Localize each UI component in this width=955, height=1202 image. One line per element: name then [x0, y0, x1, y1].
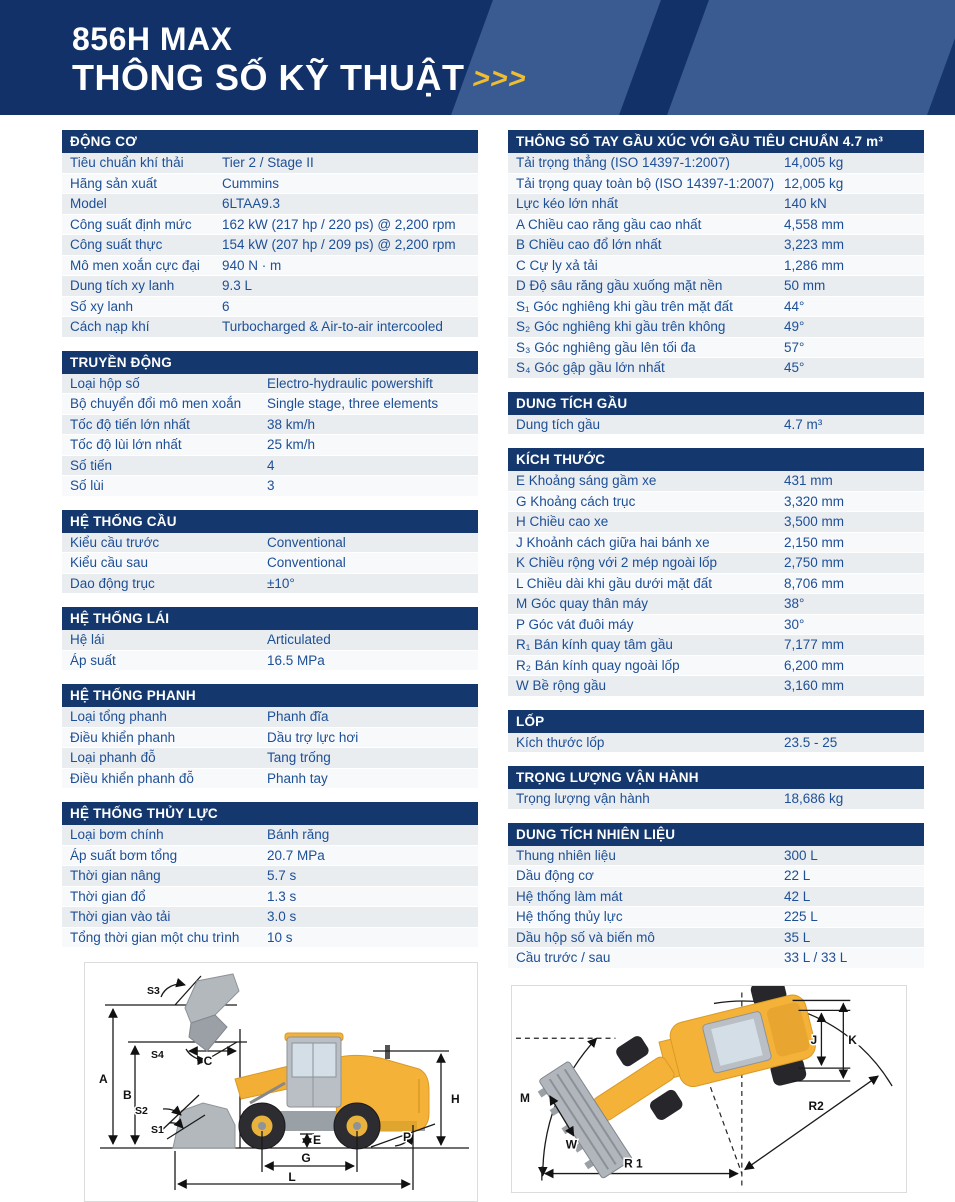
spec-label: A Chiều cao răng gầu cao nhất [516, 216, 702, 232]
dim-label-s1: S1 [151, 1124, 164, 1136]
table-row [62, 574, 478, 595]
table-row [508, 676, 924, 697]
spec-value: 23.5 - 25 [784, 734, 838, 750]
table-row [508, 574, 924, 595]
spec-value: Conventional [267, 534, 346, 550]
spec-label: Kiểu cầu trước [70, 534, 160, 550]
spec-value: 16.5 MPa [267, 652, 325, 668]
spec-label: D Độ sâu răng gầu xuống mặt nền [516, 278, 723, 293]
spec-label: K Chiều rộng với 2 mép ngoài lốp [516, 555, 717, 570]
spec-value: 431 mm [784, 473, 833, 488]
table-row [508, 907, 924, 928]
spec-value: 57° [784, 339, 805, 355]
spec-value: 6 [222, 298, 230, 314]
spec-value: 3,500 mm [784, 514, 845, 529]
spec-value: 3 [267, 478, 275, 493]
table-row [62, 533, 478, 554]
spec-label: G Khoảng cách trục [516, 493, 636, 509]
table-row [508, 948, 924, 969]
spec-section-truyen-dong [62, 351, 478, 497]
spec-label: Số tiến [70, 457, 113, 473]
spec-label: Cầu trước / sau [516, 950, 611, 965]
spec-label: Tốc độ tiến lớn nhất [70, 416, 190, 432]
dim-label-s3: S3 [147, 985, 160, 997]
spec-value: 18,686 kg [784, 791, 844, 806]
table-row [62, 256, 478, 277]
spec-value: 3,160 mm [784, 678, 845, 693]
spec-value: 6,200 mm [784, 657, 845, 673]
dim-label-a: A [99, 1072, 108, 1086]
table-row [62, 728, 478, 749]
spec-label: Tổng thời gian một chu trình [70, 929, 240, 945]
spec-label: P Góc vát đuôi máy [516, 616, 634, 632]
spec-value: Bánh răng [267, 827, 330, 842]
spec-value: 1,286 mm [784, 257, 845, 273]
table-row [62, 707, 478, 728]
page-title-text: THÔNG SỐ KỸ THUẬT [72, 56, 465, 98]
table-row [508, 276, 924, 297]
spec-label: L Chiều dài khi gầu dưới mặt đất [516, 575, 713, 591]
diagram-top-view [511, 985, 907, 1193]
table-row [508, 492, 924, 513]
spec-label: Thời gian vào tải [70, 909, 171, 924]
dim-label-g: G [301, 1151, 311, 1165]
chevron-arrows-icon: >>> [469, 62, 530, 95]
table-row [62, 456, 478, 477]
table-row [62, 374, 478, 395]
spec-value: 30° [784, 616, 805, 632]
spec-label: Dao động trục [70, 575, 155, 591]
spec-value: 38° [784, 596, 805, 611]
table-row [62, 235, 478, 256]
spec-label: B Chiều cao đổ lớn nhất [516, 237, 662, 252]
spec-section-kich-thuoc [508, 448, 924, 697]
spec-label: Lực kéo lớn nhất [516, 196, 618, 211]
spec-label: Bộ chuyển đổi mô men xoắn [70, 396, 242, 411]
loader-top-front-illustration [533, 1034, 685, 1183]
spec-value: 9.3 L [222, 278, 253, 293]
spec-value: Articulated [267, 632, 331, 647]
table-row [62, 153, 478, 174]
dim-label-m: M [519, 1090, 530, 1105]
spec-value: 49° [784, 319, 805, 334]
section-header: HỆ THỐNG LÁI [62, 607, 478, 630]
spec-label: Loại bơm chính [70, 827, 164, 842]
table-row [62, 476, 478, 497]
spec-label: Điều khiển phanh đỗ [70, 770, 194, 786]
table-row [62, 825, 478, 846]
section-header: THÔNG SỐ TAY GẦU XÚC VỚI GẦU TIÊU CHUẨN 4.7 m³ [508, 130, 924, 153]
table-row [508, 635, 924, 656]
spec-value: 3,223 mm [784, 237, 845, 252]
spec-label: Hệ lái [70, 632, 105, 647]
spec-label: M Góc quay thân máy [516, 596, 649, 611]
table-row [62, 907, 478, 928]
spec-value: 42 L [784, 888, 811, 904]
spec-value: 4,558 mm [784, 216, 845, 232]
spec-value: 38 km/h [267, 416, 316, 432]
spec-column-right [508, 130, 924, 969]
loader-top-rear-illustration [651, 986, 823, 1112]
table-row [508, 846, 924, 867]
dim-label-s4: S4 [151, 1049, 164, 1061]
spec-label: Loại phanh đỗ [70, 750, 156, 765]
spec-label: Thung nhiên liệu [516, 847, 616, 863]
spec-value: Single stage, three elements [267, 396, 439, 411]
table-row [508, 553, 924, 574]
spec-value: 2,150 mm [784, 534, 845, 550]
table-row [62, 174, 478, 195]
table-row [62, 435, 478, 456]
spec-value: 2,750 mm [784, 555, 845, 570]
dim-label-k: K [848, 1033, 857, 1048]
spec-section-lop [508, 710, 924, 754]
spec-label: Số xy lanh [70, 298, 134, 314]
spec-section-thong-so-tay-gau [508, 130, 924, 379]
spec-label: Trọng lượng vận hành [516, 791, 650, 806]
section-header: LỐP [508, 710, 924, 733]
spec-label: Model [70, 196, 107, 211]
spec-value: Tang trống [267, 750, 331, 765]
table-row [508, 928, 924, 949]
spec-label: Công suất thực [70, 237, 163, 252]
section-header: KÍCH THƯỚC [508, 448, 924, 471]
spec-label: Cách nạp khí [70, 319, 150, 334]
dim-label-b: B [123, 1088, 132, 1102]
table-row [508, 338, 924, 359]
table-row [62, 553, 478, 574]
spec-section-he-thong-phanh [62, 684, 478, 789]
spec-value: 225 L [784, 909, 818, 924]
dim-label-s2: S2 [135, 1105, 148, 1117]
spec-value: Conventional [267, 555, 346, 570]
spec-value: 8,706 mm [784, 575, 845, 591]
page-header [0, 0, 955, 115]
spec-value: 1.3 s [267, 888, 297, 904]
table-row [62, 651, 478, 672]
spec-value: Tier 2 / Stage II [222, 155, 314, 170]
spec-value: 14,005 kg [784, 155, 844, 170]
spec-value: Electro-hydraulic powershift [267, 375, 433, 391]
spec-label: Mô men xoắn cực đại [70, 257, 200, 273]
table-row [508, 174, 924, 195]
section-header: TRUYỀN ĐỘNG [62, 351, 478, 374]
table-row [508, 615, 924, 636]
spec-label: J Khoảnh cách giữa hai bánh xe [516, 534, 710, 550]
table-row [62, 887, 478, 908]
section-header: DUNG TÍCH GẦU [508, 392, 924, 415]
spec-value: ±10° [267, 575, 295, 591]
spec-label: Tải trọng thẳng (ISO 14397-1:2007) [516, 155, 730, 170]
table-row [508, 594, 924, 615]
section-header: DUNG TÍCH NHIÊN LIỆU [508, 823, 924, 846]
spec-label: Hệ thống thủy lực [516, 909, 623, 924]
page-title [72, 56, 530, 98]
table-row [508, 235, 924, 256]
banner-stripe [667, 0, 955, 115]
dim-label-p: P [403, 1130, 412, 1144]
dim-label-j: J [810, 1033, 818, 1048]
table-row [508, 533, 924, 554]
dim-label-h: H [451, 1092, 460, 1106]
spec-value: 3,320 mm [784, 493, 845, 509]
table-row [508, 887, 924, 908]
spec-section-he-thong-lai [62, 607, 478, 671]
spec-label: C Cự ly xả tải [516, 257, 598, 273]
section-header: HỆ THỐNG CẦU [62, 510, 478, 533]
dim-label-w: W [565, 1137, 577, 1152]
spec-label: Hệ thống làm mát [516, 888, 623, 904]
table-row [62, 317, 478, 338]
spec-section-dung-tich-gau [508, 392, 924, 436]
section-header: ĐỘNG CƠ [62, 130, 478, 153]
section-header: HỆ THỐNG THỦY LỰC [62, 802, 478, 825]
spec-label: Áp suất bơm tổng [70, 847, 178, 863]
spec-section-he-thong-thuy-luc [62, 802, 478, 948]
spec-label: S₁ Góc nghiêng khi gầu trên mặt đất [516, 298, 733, 314]
spec-value: 7,177 mm [784, 637, 845, 652]
spec-label: Điều khiển phanh [70, 729, 176, 745]
spec-label: W Bề rộng gầu [516, 678, 607, 693]
spec-value: 940 N · m [222, 257, 282, 273]
table-row [508, 415, 924, 436]
spec-value: Dầu trợ lực hơi [267, 729, 359, 745]
spec-label: Thời gian đổ [70, 888, 146, 904]
spec-label: S₂ Góc nghiêng khi gầu trên không [516, 319, 726, 334]
spec-label: R₂ Bán kính quay ngoài lốp [516, 657, 680, 673]
table-row [62, 866, 478, 887]
spec-column-left [62, 130, 478, 948]
table-row [62, 394, 478, 415]
spec-label: Tải trọng quay toàn bộ (ISO 14397-1:2007) [516, 175, 775, 191]
spec-label: Tiêu chuẩn khí thải [70, 155, 184, 170]
dim-label-r2: R2 [808, 1098, 824, 1113]
spec-label: Dung tích xy lanh [70, 278, 175, 293]
spec-value: Cummins [222, 175, 280, 191]
table-row [62, 415, 478, 436]
table-row [62, 276, 478, 297]
spec-label: H Chiều cao xe [516, 514, 609, 529]
spec-value: 10 s [267, 929, 293, 945]
table-row [508, 256, 924, 277]
diagram-side-view [84, 962, 478, 1202]
table-row [508, 297, 924, 318]
spec-value: 12,005 kg [784, 175, 844, 191]
spec-label: Số lùi [70, 478, 104, 493]
table-row [62, 846, 478, 867]
spec-value: 300 L [784, 847, 818, 863]
spec-label: Dầu động cơ [516, 868, 594, 883]
dim-label-r1: R 1 [624, 1156, 643, 1171]
spec-label: Dung tích gầu [516, 416, 601, 432]
table-row [508, 866, 924, 887]
spec-value: 4 [267, 457, 275, 473]
section-header: TRỌNG LƯỢNG VẬN HÀNH [508, 766, 924, 789]
spec-label: Kiểu cầu sau [70, 555, 149, 570]
spec-value: 140 kN [784, 196, 827, 211]
spec-value: 5.7 s [267, 868, 297, 883]
spec-value: 154 kW (207 hp / 209 ps) @ 2,200 rpm [222, 237, 456, 252]
spec-value: 3.0 s [267, 909, 297, 924]
spec-value: 22 L [784, 868, 811, 883]
spec-label: Kích thước lốp [516, 734, 605, 750]
table-row [508, 215, 924, 236]
spec-value: 35 L [784, 929, 811, 945]
spec-label: E Khoảng sáng gầm xe [516, 473, 657, 488]
spec-value: 50 mm [784, 278, 826, 293]
table-row [62, 928, 478, 949]
table-row [62, 769, 478, 790]
spec-value: 4.7 m³ [784, 416, 823, 432]
spec-section-dong-co [62, 130, 478, 338]
table-row [62, 297, 478, 318]
spec-label: Loại tổng phanh [70, 709, 167, 724]
spec-label: Công suất định mức [70, 216, 192, 232]
table-row [508, 471, 924, 492]
spec-value: Phanh đĩa [267, 709, 329, 724]
spec-label: S₄ Góc gập gầu lớn nhất [516, 360, 665, 375]
spec-value: Turbocharged & Air-to-air intercooled [222, 319, 443, 334]
spec-section-dung-tich-nhien-lieu [508, 823, 924, 969]
section-header: HỆ THỐNG PHANH [62, 684, 478, 707]
table-row [62, 748, 478, 769]
model-title: 856H MAX [72, 21, 233, 57]
spec-label: Áp suất [70, 652, 116, 668]
table-row [62, 194, 478, 215]
table-row [508, 358, 924, 379]
spec-label: Loại hộp số [70, 375, 140, 391]
spec-value: 20.7 MPa [267, 847, 325, 863]
dim-label-l: L [288, 1170, 296, 1184]
table-row [508, 194, 924, 215]
spec-value: 25 km/h [267, 437, 316, 452]
spec-section-trong-luong-van-hanh [508, 766, 924, 810]
spec-section-he-thong-cau [62, 510, 478, 595]
spec-label: Tốc độ lùi lớn nhất [70, 437, 182, 452]
spec-value: 45° [784, 360, 805, 375]
table-row [508, 789, 924, 810]
table-row [62, 215, 478, 236]
spec-label: R₁ Bán kính quay tâm gầu [516, 637, 673, 652]
table-row [508, 656, 924, 677]
table-row [508, 153, 924, 174]
spec-value: 33 L / 33 L [784, 950, 848, 965]
spec-value: 44° [784, 298, 805, 314]
spec-value: 6LTAA9.3 [222, 196, 281, 211]
spec-label: Dầu hộp số và biến mô [516, 929, 655, 945]
spec-value: Phanh tay [267, 770, 328, 786]
dim-label-e: E [313, 1133, 322, 1147]
spec-label: S₃ Góc nghiêng gầu lên tối đa [516, 339, 696, 355]
table-row [508, 317, 924, 338]
table-row [62, 630, 478, 651]
table-row [508, 733, 924, 754]
spec-label: Hãng sản xuất [70, 175, 158, 191]
spec-label: Thời gian nâng [70, 868, 161, 883]
table-row [508, 512, 924, 533]
dim-label-c: C [203, 1054, 213, 1068]
spec-value: 162 kW (217 hp / 220 ps) @ 2,200 rpm [222, 216, 456, 232]
